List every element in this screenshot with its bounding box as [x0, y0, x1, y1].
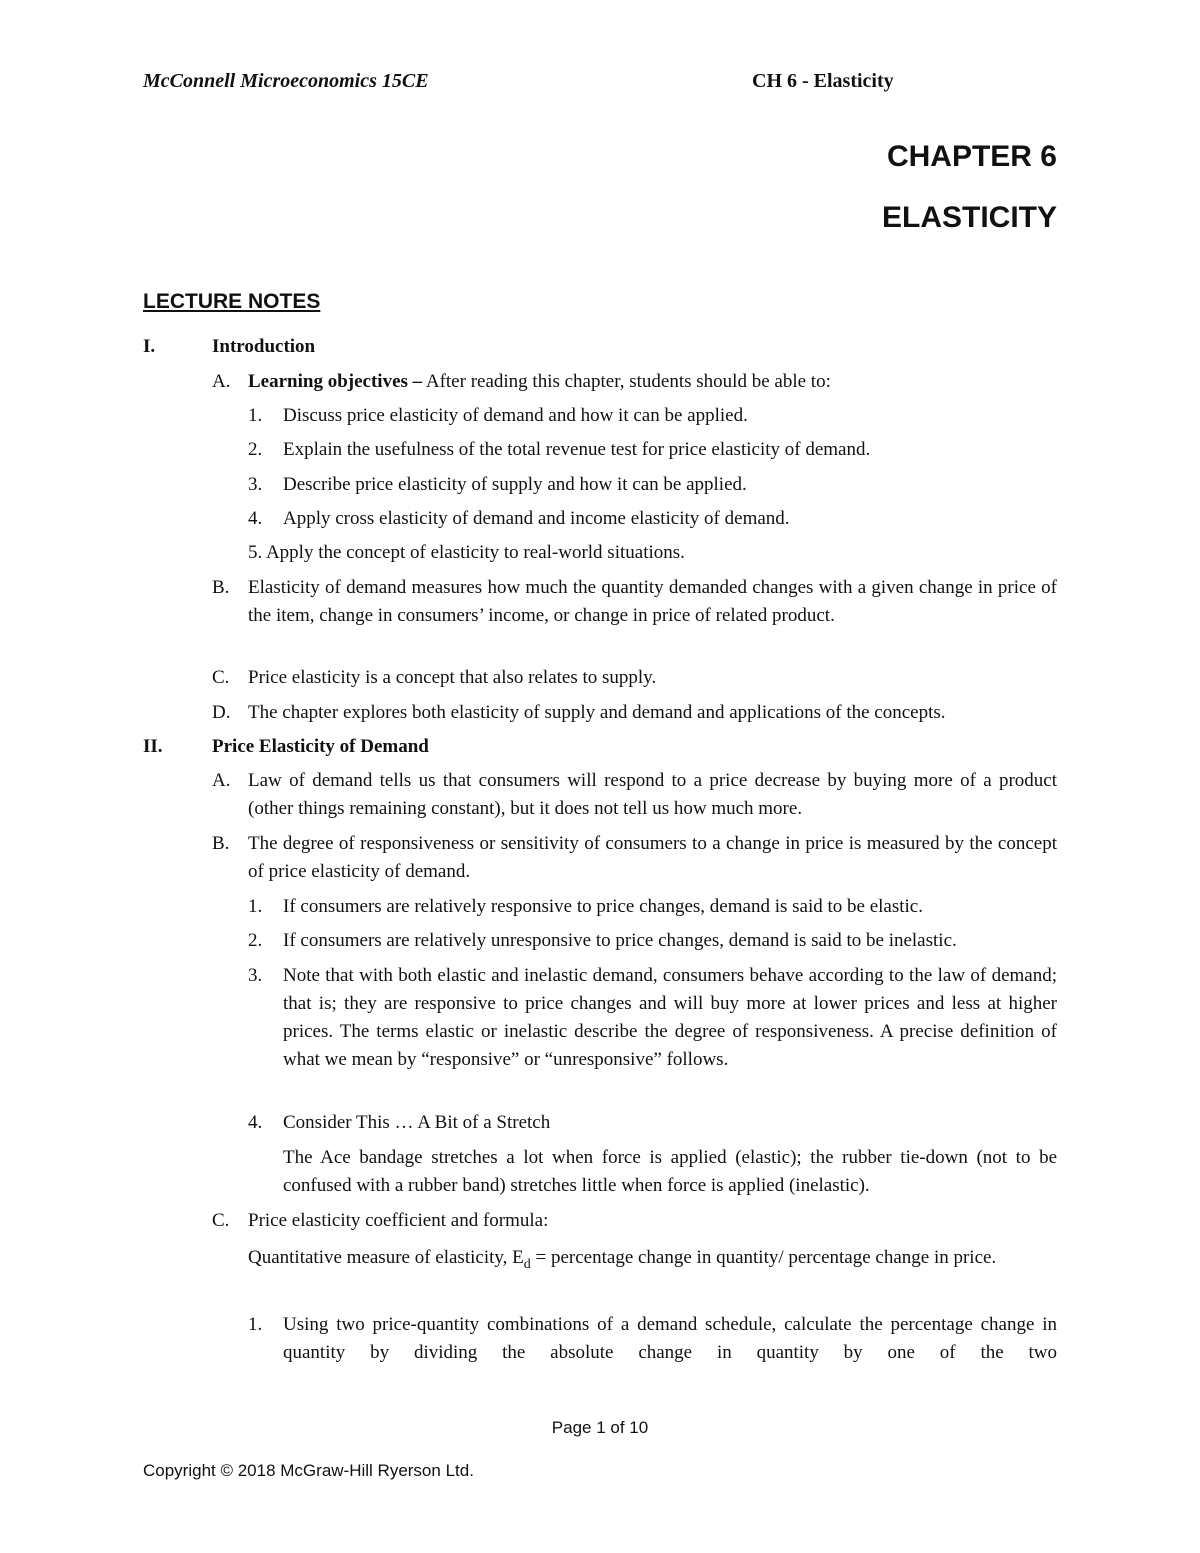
- item-letter: B.: [212, 577, 230, 598]
- objective-text: Describe price elasticity of supply and how it can be applied.: [283, 474, 747, 495]
- item-letter: C.: [212, 667, 230, 688]
- paragraph-degree-of-responsiveness: The degree of responsiveness or sensitivity of consumers to a change in price is measured by the concept of price elasticity of demand.: [248, 833, 1057, 882]
- item-letter: A.: [212, 770, 231, 791]
- section-title: Price Elasticity of Demand: [212, 736, 429, 757]
- chapter-title: ELASTICITY: [881, 201, 1057, 234]
- subitem-text-consider-this: Consider This … A Bit of a Stretch: [283, 1112, 551, 1133]
- subitem-number: 3.: [248, 965, 263, 986]
- subitem-number: 4.: [248, 1112, 263, 1133]
- chapter-number: CHAPTER 6: [886, 140, 1057, 173]
- copyright-notice: Copyright © 2018 McGraw-Hill Ryerson Ltd.: [143, 1461, 474, 1480]
- page-number: Page 1 of 10: [551, 1418, 649, 1437]
- subitem-number: 2.: [248, 439, 263, 460]
- subitem-number: 1.: [248, 896, 263, 917]
- subitem-text-two-combinations: Using two price-quantity combinations of a demand schedule, calculate the percentage change in quantity by dividing the absolute change in quantity by one of the two: [283, 1314, 1057, 1363]
- learning-objectives-lead: Learning objectives –: [248, 371, 423, 392]
- running-header-chapter: CH 6 - Elasticity: [752, 70, 894, 92]
- item-letter: C.: [212, 1210, 230, 1231]
- paragraph-law-of-demand: Law of demand tells us that consumers will respond to a price decrease by buying more of a product (other things remaining constant), but it does not tell us how much more.: [248, 770, 1057, 819]
- subitem-number: 4.: [248, 508, 263, 529]
- objective-text: Explain the usefulness of the total revenue test for price elasticity of demand.: [283, 439, 871, 460]
- subitem-text-elastic: If consumers are relatively responsive to price changes, demand is said to be elastic.: [283, 896, 923, 917]
- formula-post: = percentage change in quantity/ percentage change in price.: [530, 1247, 997, 1268]
- paragraph-price-elasticity-supply: Price elasticity is a concept that also relates to supply.: [248, 667, 657, 688]
- subitem-number: 2.: [248, 930, 263, 951]
- objective-text: Discuss price elasticity of demand and how it can be applied.: [283, 405, 748, 426]
- running-header-book-title: McConnell Microeconomics 15CE: [143, 70, 429, 92]
- section-title: Introduction: [212, 336, 316, 357]
- subitem-text-law-of-demand-note: Note that with both elastic and inelastic demand, consumers behave according to the law of demand; that is; they are responsive to price changes and will buy more at lower prices and less at higher prices. The terms elastic or inelastic describe the degree of responsiveness. A precise definition of what we mean by “responsive” or “unresponsive” follows.: [283, 965, 1057, 1070]
- paragraph-elasticity-of-demand: Elasticity of demand measures how much the quantity demanded changes with a given change in price of the item, change in consumers’ income, or change in price of related product.: [248, 577, 1057, 626]
- paragraph-chapter-explores: The chapter explores both elasticity of supply and demand and applications of the concepts.: [248, 702, 946, 723]
- section-numeral: I.: [143, 336, 156, 357]
- formula-subscript: d: [523, 1257, 531, 1272]
- lecture-notes-heading: LECTURE NOTES: [143, 290, 321, 313]
- learning-objectives-line: [248, 368, 831, 396]
- item-letter: D.: [212, 702, 231, 723]
- formula-pre: Quantitative measure of elasticity, E: [248, 1247, 524, 1268]
- subitem-text-inelastic: If consumers are relatively unresponsive to price changes, demand is said to be inelastic.: [283, 930, 957, 951]
- section-numeral: II.: [143, 736, 163, 757]
- formula-paragraph: [248, 1240, 1057, 1275]
- objective-text: Apply cross elasticity of demand and income elasticity of demand.: [283, 508, 790, 529]
- item-letter: B.: [212, 833, 230, 854]
- subitem-number: 3.: [248, 474, 263, 495]
- subitem-number: 1.: [248, 405, 263, 426]
- learning-objectives-text: After reading this chapter, students should be able to:: [422, 371, 831, 392]
- paragraph-coefficient-formula: Price elasticity coefficient and formula:: [248, 1210, 549, 1231]
- subitem-number: 1.: [248, 1314, 263, 1335]
- objective-text-5: 5. Apply the concept of elasticity to real-world situations.: [248, 542, 685, 563]
- item-letter: A.: [212, 371, 231, 392]
- consider-this-note: The Ace bandage stretches a lot when force is applied (elastic); the rubber tie-down (not to be confused with a rubber band) stretches little when force is applied (inelastic).: [283, 1147, 1057, 1196]
